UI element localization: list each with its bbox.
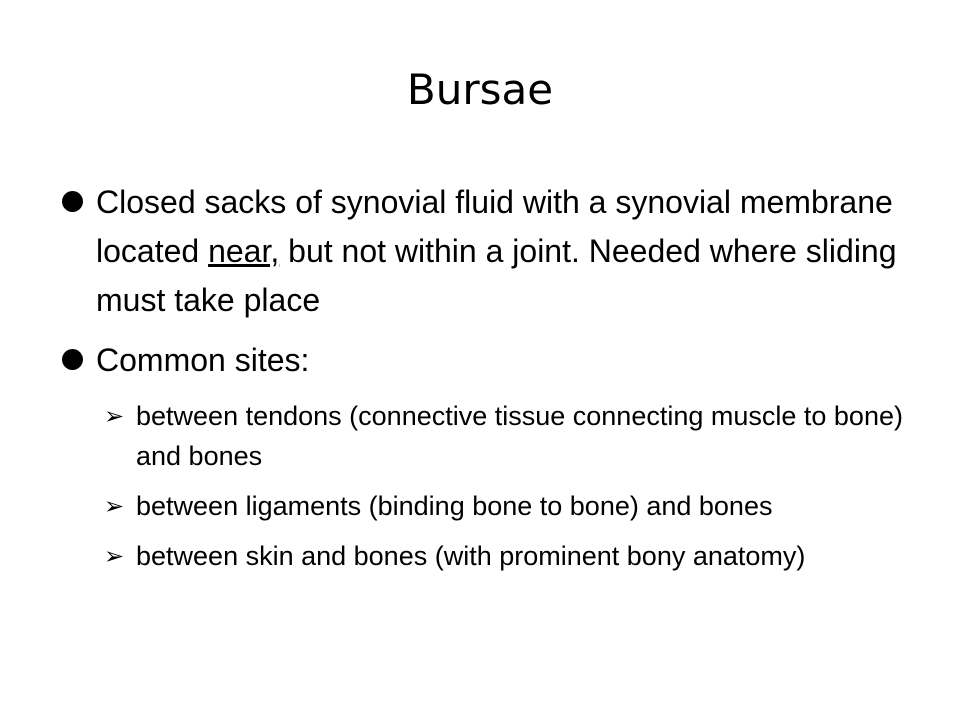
bullet-text-underlined: near, bbox=[208, 233, 280, 269]
sub-bullet-text: between skin and bones (with prominent bony anatomy) bbox=[136, 541, 806, 571]
sub-bullet-item-tendons bbox=[104, 396, 912, 476]
sub-bullet-text: between ligaments (binding bone to bone) and bones bbox=[136, 491, 773, 521]
slide-content bbox=[62, 178, 912, 586]
slide-title: Bursae bbox=[406, 65, 554, 114]
bullet-text-before: Closed sacks of synovial fluid with a synovial membrane located bbox=[96, 184, 893, 269]
bullet-text-after: but not within a joint. Needed where sliding must take place bbox=[96, 233, 897, 318]
bullet-item-common-sites bbox=[62, 336, 912, 385]
sub-bullet-text: between tendons (connective tissue connecting muscle to bone) and bones bbox=[136, 401, 903, 471]
sub-bullet-item-skin bbox=[104, 536, 912, 576]
sub-bullet-item-ligaments bbox=[104, 486, 912, 526]
filled-circle-bullet-icon bbox=[62, 191, 83, 212]
arrowhead-bullet-icon: ➢ bbox=[104, 492, 125, 520]
arrowhead-bullet-icon: ➢ bbox=[104, 402, 125, 430]
bullet-item-definition bbox=[62, 178, 912, 325]
arrowhead-bullet-icon: ➢ bbox=[104, 542, 125, 570]
bullet-text: Common sites: bbox=[96, 342, 310, 378]
filled-circle-bullet-icon bbox=[62, 349, 83, 370]
